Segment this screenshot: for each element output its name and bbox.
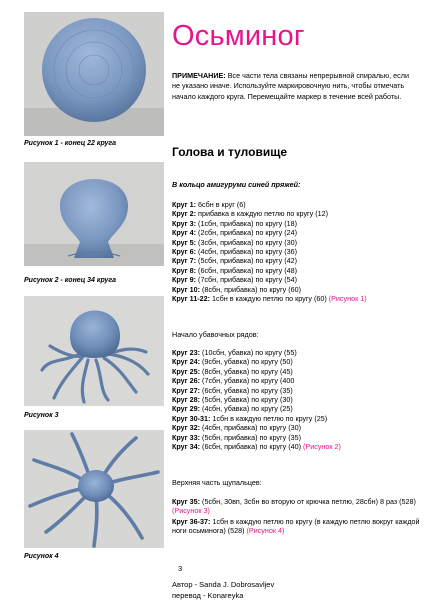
round-row — [172, 219, 422, 228]
round-label: Круг 2: — [172, 209, 197, 219]
round-label: Круг 28: — [172, 395, 201, 405]
round-instruction: (5сбн, убавка) по кругу (30) — [200, 395, 293, 405]
note-label: ПРИМЕЧАНИЕ: — [172, 71, 226, 80]
round-row — [172, 376, 422, 385]
round-row — [172, 294, 422, 303]
round-label: Круг 1: — [172, 200, 197, 209]
note-paragraph — [172, 71, 418, 102]
round-row — [172, 517, 422, 536]
round-row — [172, 209, 422, 218]
round-row — [172, 348, 422, 357]
translator-line: перевод - Konareyka — [172, 590, 244, 600]
round-instruction: (4сбн, убавка) по кругу (25) — [200, 404, 293, 414]
intro-magic-ring: В кольцо амигуруми синей пряжей: — [172, 180, 301, 189]
figure-reference: (Рисунок 4) — [246, 526, 285, 536]
figure-reference: (Рисунок 3) — [172, 506, 210, 516]
round-instruction: 1сбн в каждую петлю по кругу (в каждую петлю вокруг каждой ноги осьминога) (528) — [172, 516, 420, 536]
figure-4-caption: Рисунок 4 — [24, 553, 59, 560]
section-title: Голова и туловище — [172, 145, 288, 159]
round-label: Круг 29: — [172, 404, 201, 414]
round-instruction: (2сбн, прибавка) по кругу (24) — [196, 228, 298, 238]
figure-4-photo — [24, 430, 164, 548]
round-label: Круг 33: — [172, 432, 201, 442]
round-row — [172, 357, 422, 366]
round-row — [172, 386, 422, 395]
round-instruction: (8сбн, убавка) по кругу (45) — [200, 366, 293, 376]
round-label: Круг 34: — [172, 442, 201, 452]
round-label: Круг 6: — [172, 247, 197, 257]
round-label: Круг 8: — [172, 265, 197, 275]
round-label: Круг 32: — [172, 423, 201, 433]
rounds-block-2 — [172, 348, 422, 451]
round-label: Круг 10: — [172, 284, 201, 294]
round-instruction: (8сбн, прибавка) по кругу (60) — [200, 284, 302, 294]
round-label: Круг 25: — [172, 366, 201, 376]
round-label: Круг 9: — [172, 275, 197, 285]
round-row — [172, 256, 422, 265]
round-label: Круг 7: — [172, 256, 197, 266]
round-instruction: (6сбн, прибавка) по кругу (48) — [196, 265, 298, 275]
round-instruction: (10сбн, убавка) по кругу (55) — [200, 348, 297, 357]
round-instruction: (5сбн, прибавка) по кругу (35) — [200, 432, 302, 442]
round-row — [172, 275, 422, 284]
round-instruction: 1сбн в каждую петлю по кругу (25) — [210, 413, 328, 423]
round-instruction: (6сбн, убавка) по кругу (35) — [200, 385, 293, 395]
round-label: Круг 35: — [172, 497, 201, 506]
round-instruction: (9сбн, убавка) по кругу (50) — [200, 357, 293, 367]
figure-reference: (Рисунок 1) — [328, 294, 367, 304]
round-row — [172, 433, 422, 442]
round-label: Круг 4: — [172, 228, 197, 238]
page-number: 3 — [178, 564, 183, 573]
round-row — [172, 200, 422, 209]
figure-3-caption: Рисунок 3 — [24, 412, 59, 419]
intro-tentacles: Верхняя часть щупальцев: — [172, 478, 262, 487]
round-instruction: 6сбн в круг (6) — [196, 200, 246, 209]
figure-reference: (Рисунок 2) — [303, 442, 341, 452]
round-label: Круг 24: — [172, 357, 201, 367]
round-row — [172, 404, 422, 413]
page-title: Осьминог — [172, 20, 305, 52]
round-label: Круг 36-37: — [172, 516, 211, 526]
figure-3-photo — [24, 296, 164, 406]
round-instruction: (5сбн, прибавка) по кругу (42) — [196, 256, 298, 266]
round-instruction: (3сбн, прибавка) по кругу (30) — [196, 237, 298, 247]
round-row — [172, 414, 422, 423]
round-instruction: (7сбн, прибавка) по кругу (54) — [196, 275, 298, 285]
round-row — [172, 247, 422, 256]
rounds-block-3 — [172, 497, 422, 537]
round-instruction: (6сбн, прибавка) по кругу (40) — [200, 442, 304, 452]
round-instruction: (1сбн, прибавка) по кругу (18) — [196, 218, 298, 228]
round-label: Круг 23: — [172, 348, 201, 357]
round-instruction: прибавка в каждую петлю по кругу (12) — [196, 209, 329, 219]
round-label: Круг 30-31: — [172, 413, 211, 423]
note-text: Все части тела связаны непрерывной спиралью, если не указано иначе. Используйте маркировочную нить, чтобы отмечать начало каждого круга. Перемещайте маркер в течение всей работы. — [172, 71, 409, 101]
intro-decrease: Начало убавочных рядов: — [172, 330, 259, 339]
figure-2-photo — [24, 162, 164, 266]
round-instruction: 1сбн в каждую петлю по кругу (60) — [210, 294, 329, 304]
figure-1-photo — [24, 12, 164, 136]
rounds-block-1 — [172, 200, 422, 303]
round-label: Круг 11-22: — [172, 294, 211, 304]
round-label: Круг 27: — [172, 385, 201, 395]
figure-column — [0, 0, 168, 604]
round-row — [172, 238, 422, 247]
round-instruction: (7сбн, убавка) по кругу (400 — [200, 376, 295, 386]
figure-2-caption: Рисунок 2 - конец 34 круга — [24, 277, 116, 284]
round-row — [172, 423, 422, 432]
round-row — [172, 497, 422, 516]
round-row — [172, 367, 422, 376]
round-row — [172, 285, 422, 294]
round-row — [172, 442, 422, 451]
round-label: Круг 26: — [172, 376, 201, 386]
round-instruction: (4сбн, прибавка) по кругу (36) — [196, 247, 298, 257]
round-label: Круг 5: — [172, 237, 197, 247]
round-row — [172, 266, 422, 275]
round-label: Круг 3: — [172, 218, 197, 228]
author-line: Автор - Sanda J. Dobrosavljev — [172, 580, 275, 589]
round-row — [172, 395, 422, 404]
round-row — [172, 228, 422, 237]
figure-1-caption: Рисунок 1 - конец 22 круга — [24, 140, 116, 147]
credits — [172, 580, 274, 601]
round-instruction: (5сбн, 30вп, 3сбн во вторую от крючка петлю, 28сбн) 8 раз (528) — [200, 497, 416, 506]
round-instruction: (4сбн, прибавка) по кругу (30) — [200, 423, 302, 433]
